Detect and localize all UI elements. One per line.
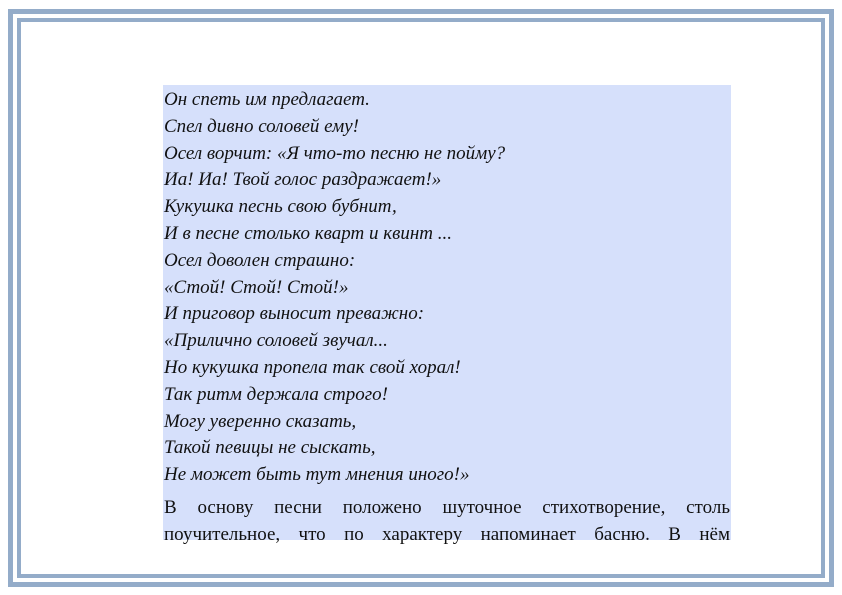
- poem-line: Так ритм держала строго!: [164, 383, 389, 405]
- prose-line: В основу песни положено шуточное стихотворение, столь: [164, 496, 730, 518]
- poem-line: Не может быть тут мнения иного!»: [164, 464, 470, 486]
- poem: [163, 85, 731, 489]
- poem-line: Могу уверенно сказать,: [164, 410, 357, 432]
- poem-line: Осел доволен страшно:: [164, 249, 356, 271]
- poem-line: Осел ворчит: «Я что-то песню не пойму?: [164, 142, 506, 164]
- prose-line: поучительное, что по характеру напоминает басню. В нём: [164, 523, 730, 545]
- poem-line: Кукушка песнь свою бубнит,: [164, 196, 397, 218]
- poem-line: Иа! Иа! Твой голос раздражает!»: [164, 169, 442, 191]
- poem-line: Но кукушка пропела так свой хорал!: [164, 356, 461, 378]
- text-block: [163, 85, 731, 545]
- poem-line: Спел дивно соловей ему!: [164, 115, 359, 137]
- poem-line: И в песне столько кварт и квинт ...: [164, 222, 452, 244]
- poem-line: «Прилично соловей звучал...: [164, 330, 388, 352]
- poem-line: И приговор выносит преважно:: [164, 303, 425, 325]
- poem-line: Он спеть им предлагает.: [164, 89, 370, 110]
- poem-line: «Стой! Стой! Стой!»: [164, 276, 349, 298]
- prose-paragraph: [163, 494, 731, 548]
- poem-line: Такой певицы не сыскать,: [164, 437, 376, 459]
